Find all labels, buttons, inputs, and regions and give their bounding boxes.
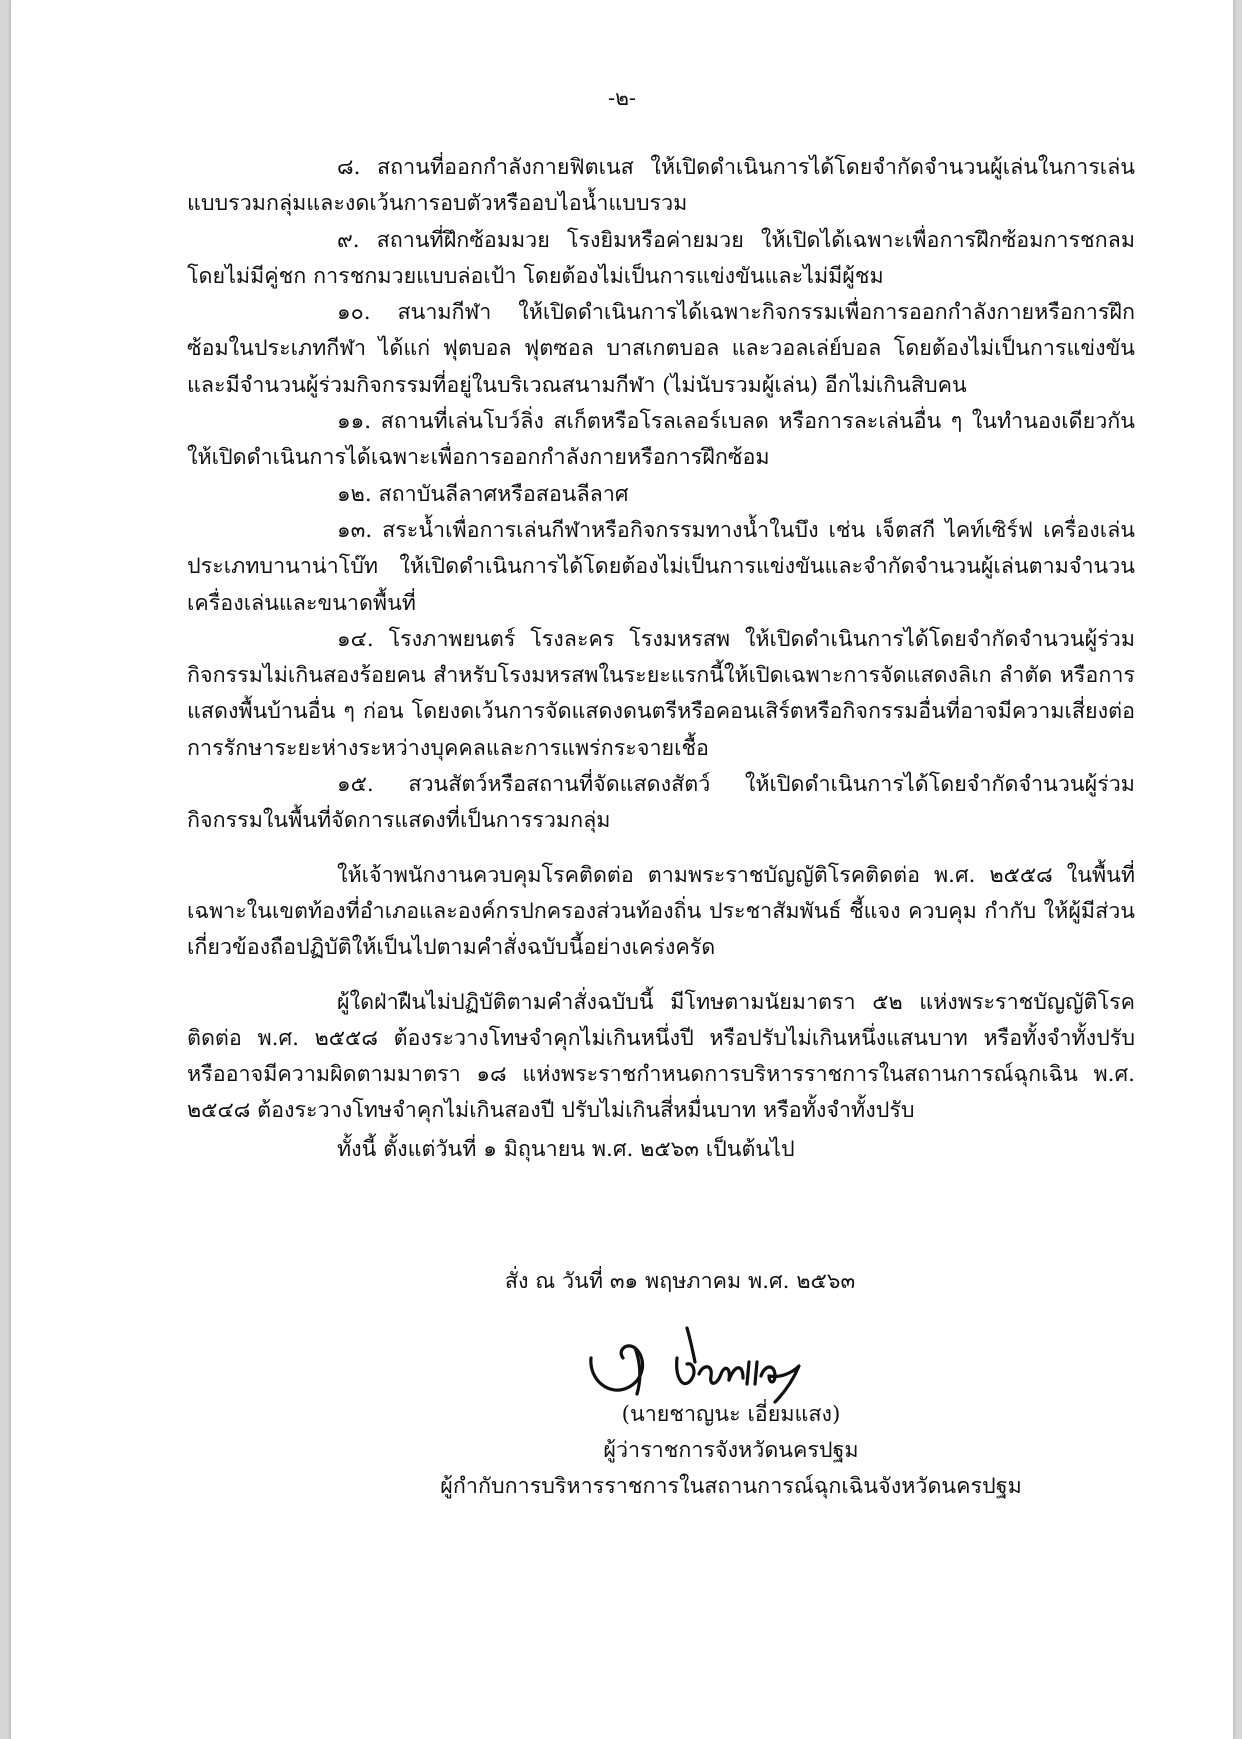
clause-14: ๑๔. โรงภาพยนตร์ โรงละคร โรงมหรสพ ให้เปิดดำเนินการได้โดยจำกัดจำนวนผู้ร่วมกิจกรรมไม่เกินสองร้อยคน สำหรับโรงมหรสพในระยะแรกนี้ให้เปิดเฉพาะการจัดแสดงลิเก ลำตัด หรือการแสดงพื้นบ้านอื่น ๆ ก่อน โดยงดเว้นการจัดแสดงดนตรีหรือคอนเสิร์ตหรือกิจกรรมอื่นที่อาจมีความเสี่ยงต่อการรักษาระยะห่างระหว่างบุคคลและการแพร่กระจายเชื้อ	[187, 626, 1135, 761]
effective-date: ทั้งนี้ ตั้งแต่วันที่ ๑ มิถุนายน พ.ศ. ๒๕๖๓ เป็นต้นไป	[337, 1136, 795, 1162]
clause-9: ๙. สถานที่ฝึกซ้อมมวย โรงยิมหรือค่ายมวย ให้เปิดได้เฉพาะเพื่อการฝึกซ้อมการชกลมโดยไม่มีคู่ชก การชกมวยแบบล่อเป้า โดยต้องไม่เป็นการแข่งขันและไม่มีผู้ชม	[187, 227, 1135, 289]
signer-block	[371, 1397, 1091, 1505]
signer-role: ผู้กำกับการบริหารราชการในสถานการณ์ฉุกเฉินจังหวัดนครปฐม	[440, 1474, 1022, 1499]
signer-name: (นายชาญนะ เอี่ยมแสง)	[621, 1402, 841, 1427]
directive-paragraph: ให้เจ้าพนักงานควบคุมโรคติดต่อ ตามพระราชบัญญัติโรคติดต่อ พ.ศ. ๒๕๕๘ ในพื้นที่เฉพาะในเขตท้องที่อำเภอและองค์กรปกครองส่วนท้องถิ่น ประชาสัมพันธ์ ชี้แจง ควบคุม กำกับ ให้ผู้มีส่วนเกี่ยวข้องถือปฏิบัติให้เป็นไปตามคำสั่งฉบับนี้อย่างเคร่งครัด	[187, 862, 1135, 961]
document-page	[11, 0, 1233, 1739]
handwritten-signature	[579, 1318, 819, 1408]
page-number: -๒-	[607, 86, 637, 110]
clause-11: ๑๑. สถานที่เล่นโบว์ลิ่ง สเก็ตหรือโรลเลอร์เบลด หรือการละเล่นอื่น ๆ ในทำนองเดียวกันให้เปิดดำเนินการได้เฉพาะเพื่อการออกกำลังกายหรือการฝึกซ้อม	[187, 409, 1135, 471]
penalty-paragraph: ผู้ใดฝ่าฝืนไม่ปฏิบัติตามคำสั่งฉบับนี้ มีโทษตามนัยมาตรา ๕๒ แห่งพระราชบัญญัติโรคติดต่อ พ.ศ. ๒๕๕๘ ต้องระวางโทษจำคุกไม่เกินหนึ่งปี หรือปรับไม่เกินหนึ่งแสนบาท หรือทั้งจำทั้งปรับ หรืออาจมีความผิดตามมาตรา ๑๘ แห่งพระราชกำหนดการบริหารราชการในสถานการณ์ฉุกเฉิน พ.ศ. ๒๕๔๘ ต้องระวางโทษจำคุกไม่เกินสองปี ปรับไม่เกินสี่หมื่นบาท หรือทั้งจำทั้งปรับ	[187, 989, 1135, 1124]
order-body	[187, 150, 1135, 1168]
clause-8: ๘. สถานที่ออกกำลังกายฟิตเนส ให้เปิดดำเนินการได้โดยจำกัดจำนวนผู้เล่นในการเล่นแบบรวมกลุ่มและงดเว้นการอบตัวหรืออบไอน้ำแบบรวม	[187, 155, 1135, 217]
order-date: สั่ง ณ วันที่ ๓๑ พฤษภาคม พ.ศ. ๒๕๖๓	[504, 1269, 856, 1294]
clause-13: ๑๓. สระน้ำเพื่อการเล่นกีฬาหรือกิจกรรมทางน้ำในบึง เช่น เจ็ตสกี ไคท์เซิร์ฟ เครื่องเล่นประเภทบานาน่าโบ๊ท ให้เปิดดำเนินการได้โดยต้องไม่เป็นการแข่งขันและจำกัดจำนวนผู้เล่นตามจำนวนเครื่องเล่นและขนาดพื้นที่	[187, 517, 1135, 616]
clause-12: ๑๒. สถาบันลีลาศหรือสอนลีลาศ	[337, 481, 629, 507]
signer-position: ผู้ว่าราชการจังหวัดนครปฐม	[603, 1438, 859, 1463]
clause-15: ๑๕. สวนสัตว์หรือสถานที่จัดแสดงสัตว์ ให้เปิดดำเนินการได้โดยจำกัดจำนวนผู้ร่วมกิจกรรมในพื้นที่จัดการแสดงที่เป็นการรวมกลุ่ม	[187, 772, 1135, 834]
clause-10: ๑๐. สนามกีฬา ให้เปิดดำเนินการได้เฉพาะกิจกรรมเพื่อการออกกำลังกายหรือการฝึกซ้อมในประเภทกีฬา ได้แก่ ฟุตบอล ฟุตซอล บาสเกตบอล และวอลเล่ย์บอล โดยต้องไม่เป็นการแข่งขันและมีจำนวนผู้ร่วมกิจกรรมที่อยู่ในบริเวณสนามกีฬา (ไม่นับรวมผู้เล่น) อีกไม่เกินสิบคน	[187, 300, 1135, 398]
